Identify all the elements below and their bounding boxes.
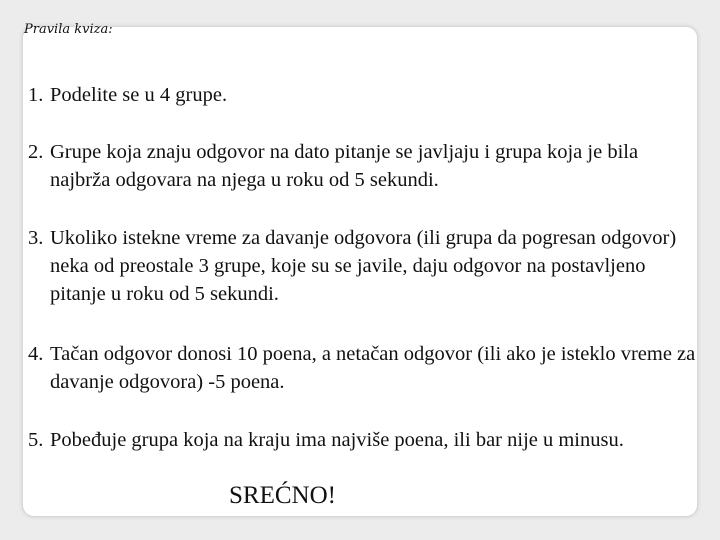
rule-item — [28, 138, 698, 194]
rule-text: Ukoliko istekne vreme za davanje odgovora (ili grupa da pogresan odgovor) neka od preostale 3 grupe, koje su se javile, daju odgovor na postavljeno pitanje u roku od 5 sekundi. — [50, 227, 677, 305]
rule-number: 2. — [28, 141, 44, 163]
closing-message: SREĆNO! — [229, 482, 336, 509]
rule-number: 5. — [28, 429, 44, 451]
rule-text: Tačan odgovor donosi 10 poena, a netačan odgovor (ili ako je isteklo vreme za davanje odgovora) -5 poena. — [50, 343, 696, 393]
rule-item — [28, 426, 698, 454]
rule-number: 1. — [28, 84, 44, 106]
rule-item — [28, 224, 698, 308]
rule-number: 3. — [28, 227, 44, 249]
rule-number: 4. — [28, 343, 44, 365]
rule-text: Podelite se u 4 grupe. — [50, 84, 228, 106]
rule-text: Grupe koja znaju odgovor na dato pitanje se javljaju i grupa koja je bila najbrža odgovara na njega u roku od 5 sekundi. — [50, 141, 639, 191]
rule-text: Pobeđuje grupa koja na kraju ima najviše poena, ili bar nije u minusu. — [50, 429, 624, 451]
quiz-rules-title: Pravila kviza: — [24, 22, 113, 37]
rule-item — [28, 81, 698, 109]
rule-item — [28, 340, 698, 396]
